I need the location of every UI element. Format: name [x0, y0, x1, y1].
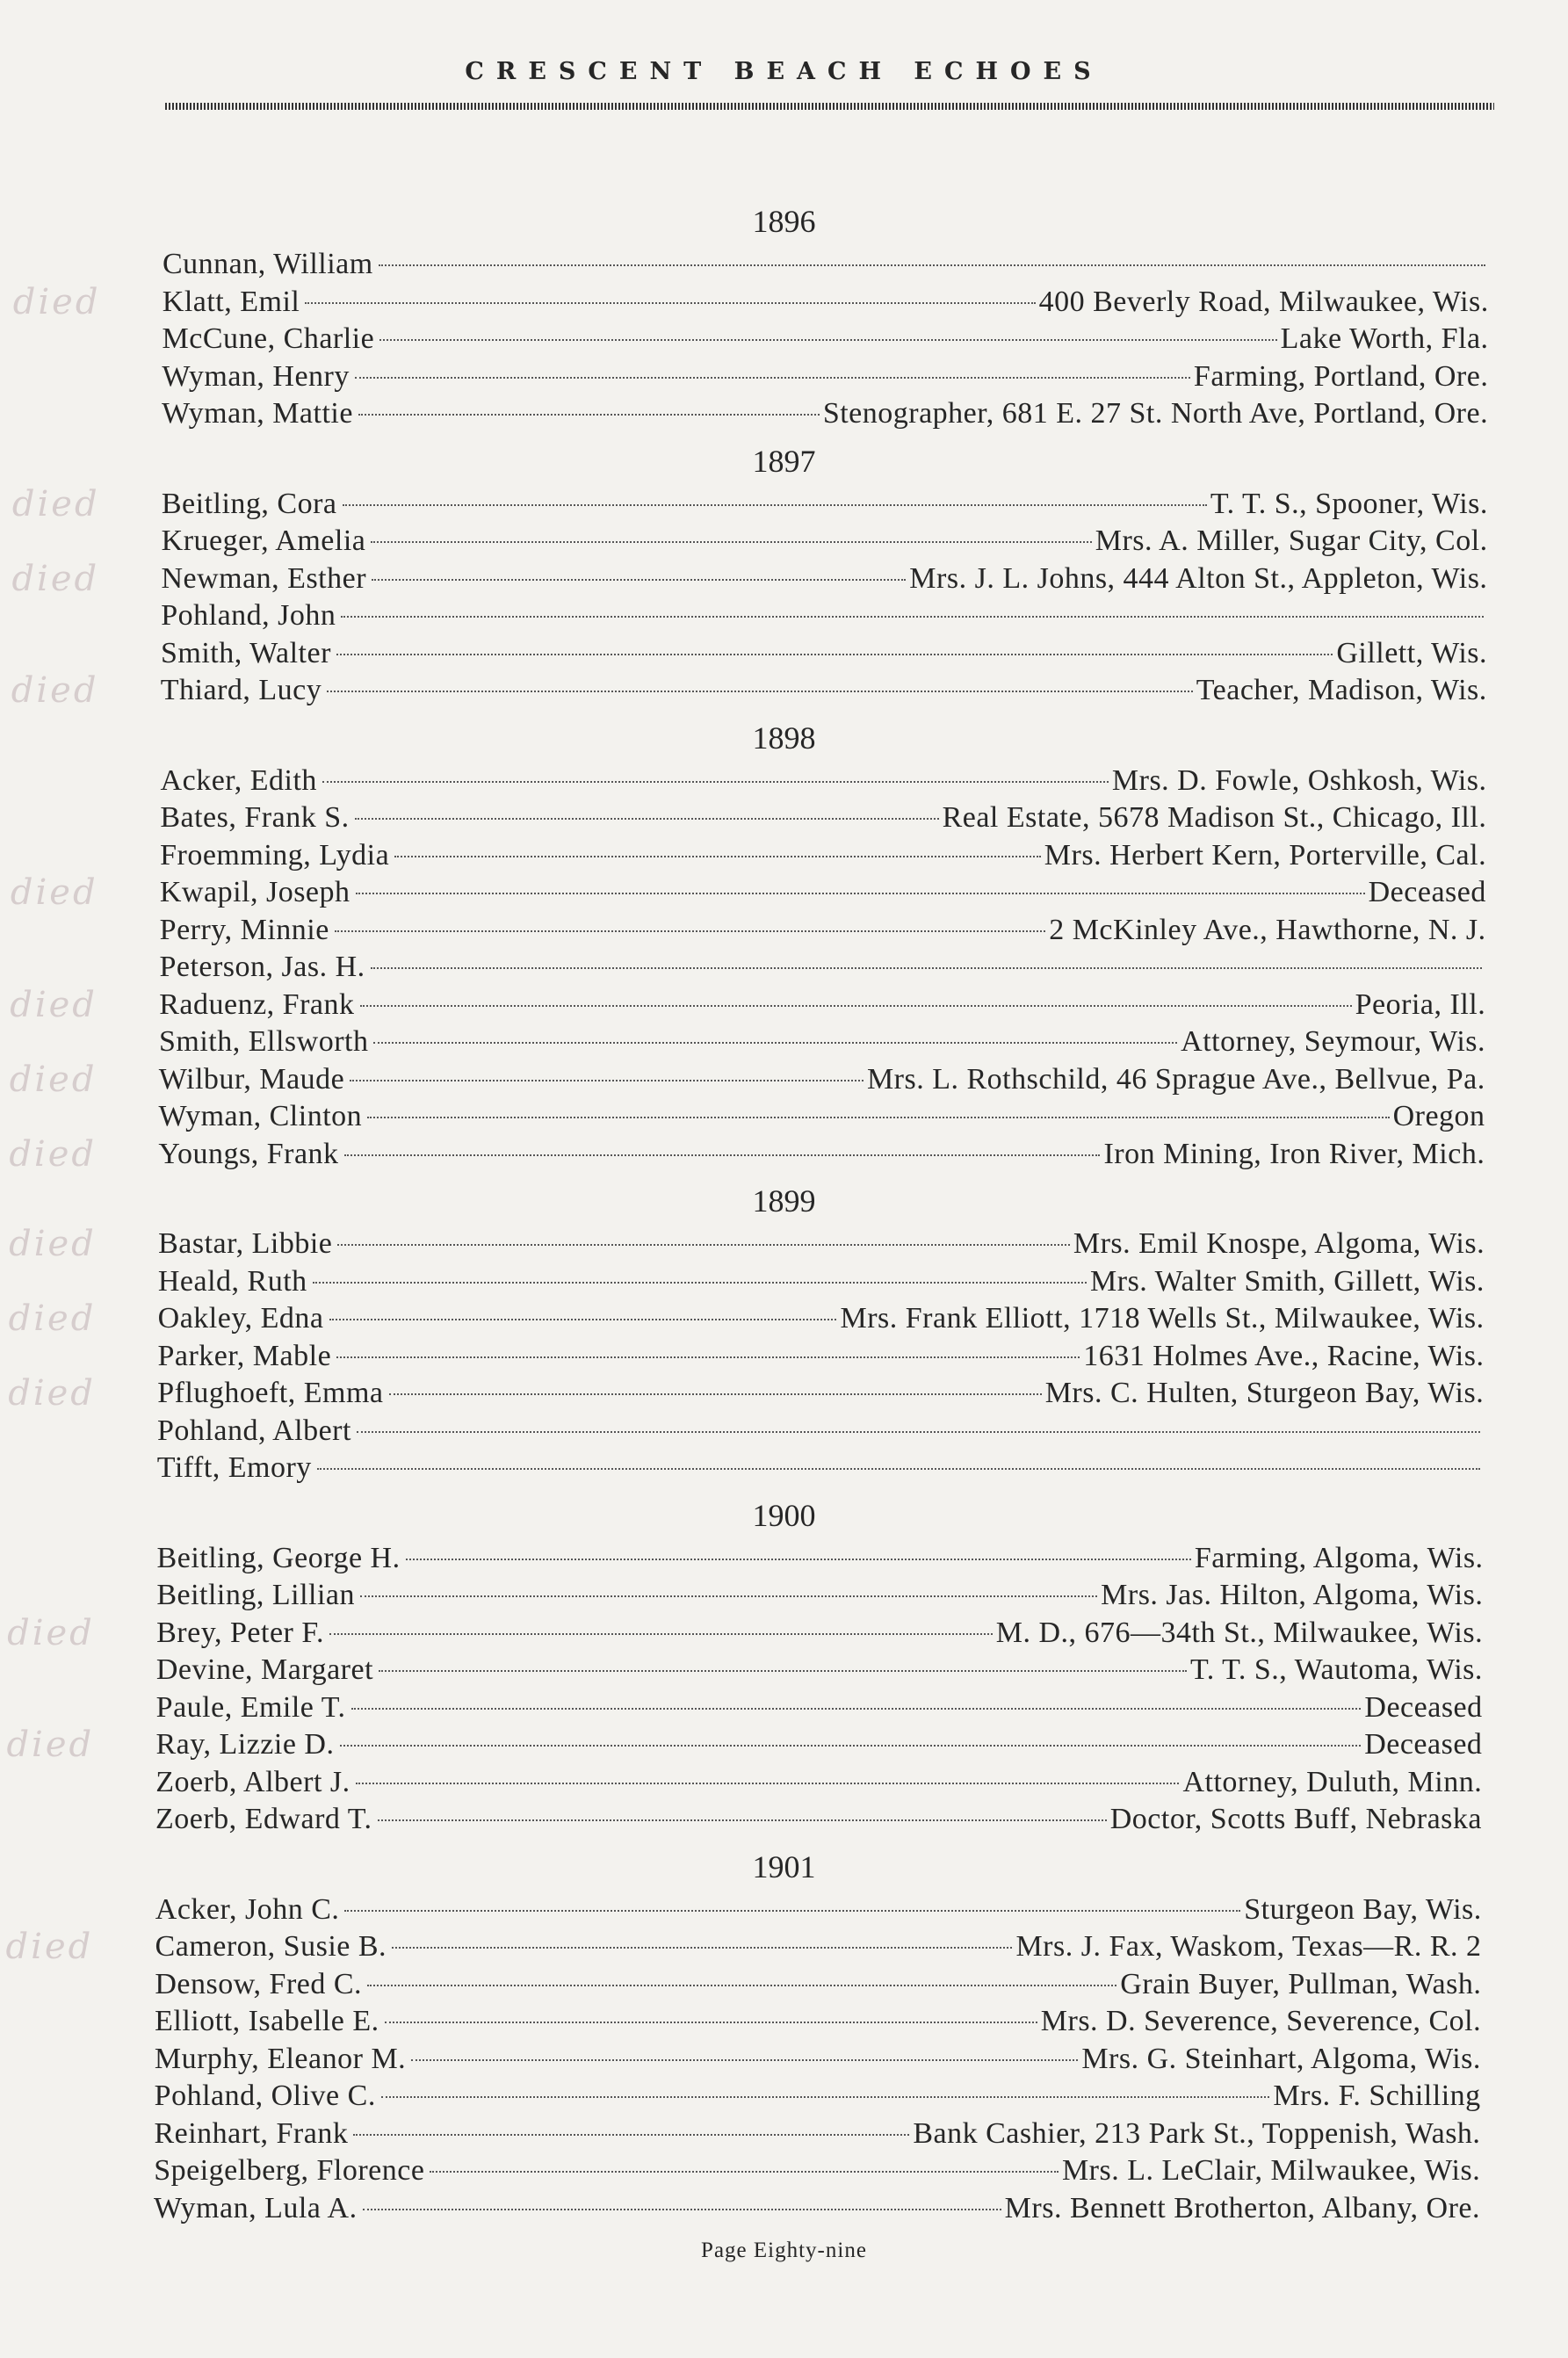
alumni-entry: [9, 1059, 1485, 1100]
alumni-name: Ray, Lizzie D.: [155, 1728, 335, 1761]
dot-leader: [371, 967, 1483, 969]
alumni-entry: [8, 1298, 1485, 1339]
page-footer: Page Eighty-nine: [701, 2239, 867, 2262]
handwritten-died-note: died: [8, 1298, 97, 1339]
alumni-info: Attorney, Seymour, Wis.: [1181, 1025, 1485, 1058]
alumni-name: Beitling, Cora: [161, 487, 337, 520]
dot-leader: [335, 930, 1045, 932]
alumni-info: Stenographer, 681 E. 27 St. North Ave, Portland, Ore.: [822, 397, 1489, 430]
handwritten-died-note: died: [8, 1373, 96, 1414]
alumni-name: Reinhart, Frank: [154, 2116, 349, 2150]
dot-leader: [381, 2096, 1270, 2098]
alumni-name: Wyman, Mattie: [162, 397, 353, 430]
section-year: 1901: [752, 1848, 816, 1884]
alumni-name: Wilbur, Maude: [158, 1062, 345, 1096]
dot-leader: [329, 1319, 837, 1320]
alumni-name: Thiard, Lucy: [160, 674, 322, 706]
alumni-entry: [155, 2003, 1481, 2041]
alumni-info: Peoria, Ill.: [1355, 987, 1486, 1021]
alumni-name: Cunnan, William: [163, 248, 373, 280]
alumni-name: Paule, Emile T.: [155, 1690, 346, 1724]
dot-leader: [327, 691, 1192, 692]
dot-leader: [385, 2022, 1037, 2023]
section-year: 1900: [752, 1497, 816, 1533]
alumni-entry: [155, 1966, 1481, 2004]
section-year: 1897: [752, 443, 816, 479]
alumni-name: Speigelberg, Florence: [154, 2154, 425, 2187]
alumni-name: Krueger, Amelia: [161, 524, 366, 557]
alumni-info: Mrs. F. Schilling: [1273, 2080, 1481, 2112]
alumni-name: Froemming, Lydia: [160, 838, 390, 872]
dot-leader: [379, 339, 1276, 341]
alumni-entry: [9, 1133, 1485, 1175]
alumni-name: Acker, Edith: [160, 763, 317, 797]
alumni-info: 1631 Holmes Ave., Racine, Wis.: [1083, 1339, 1485, 1372]
handwritten-died-note: died: [10, 872, 98, 913]
dot-leader: [378, 1819, 1107, 1821]
alumni-name: Raduenz, Frank: [159, 987, 355, 1021]
alumni-name: Pohland, John: [161, 599, 336, 632]
alumni-name: Smith, Walter: [161, 636, 331, 669]
alumni-name: Elliott, Isabelle E.: [155, 2005, 379, 2037]
dot-leader: [406, 1559, 1191, 1560]
alumni-entry: [154, 2152, 1480, 2190]
alumni-info: Grain Buyer, Pullman, Wash.: [1120, 1967, 1482, 2000]
alumni-name: Beitling, George H.: [156, 1541, 401, 1574]
dot-leader: [360, 1005, 1352, 1007]
alumni-info: T. T. S., Wautoma, Wis.: [1189, 1653, 1483, 1686]
alumni-info: M. D., 676—34th St., Milwaukee, Wis.: [995, 1616, 1484, 1649]
dot-leader: [430, 2171, 1058, 2173]
alumni-info: Mrs. Jas. Hilton, Algoma, Wis.: [1101, 1579, 1484, 1611]
alumni-entry: [155, 1891, 1482, 1929]
alumni-name: Parker, Mable: [157, 1339, 332, 1372]
alumni-entry: [163, 246, 1489, 284]
dot-leader: [358, 414, 820, 416]
alumni-entry: [157, 1338, 1484, 1376]
alumni-name: Brey, Peter F.: [156, 1616, 325, 1649]
handwritten-died-note: died: [9, 1133, 98, 1175]
alumni-entry: [160, 799, 1486, 837]
dot-leader: [379, 1670, 1187, 1672]
alumni-entry: [162, 395, 1488, 433]
dot-leader: [350, 1080, 863, 1081]
dot-leader: [367, 1117, 1389, 1118]
alumni-entry: [159, 1098, 1485, 1136]
dot-leader: [341, 616, 1484, 618]
alumni-info: Mrs. G. Steinhart, Algoma, Wis.: [1081, 2042, 1481, 2075]
page-header: CRESCENT BEACH ECHOES: [465, 58, 1103, 85]
alumni-info: 2 McKinley Ave., Hawthorne, N. J.: [1049, 913, 1486, 946]
alumni-entry: [10, 872, 1486, 913]
section-year: 1896: [752, 204, 816, 239]
alumni-name: Newman, Esther: [161, 561, 367, 595]
alumni-list: [0, 193, 1568, 2227]
alumni-entry: [8, 1373, 1485, 1414]
alumni-info: Sturgeon Bay, Wis.: [1244, 1892, 1482, 1926]
alumni-info: Lake Worth, Fla.: [1280, 322, 1489, 355]
dot-leader: [379, 264, 1485, 266]
dot-leader: [336, 654, 1333, 655]
alumni-info: Teacher, Madison, Wis.: [1196, 674, 1487, 706]
alumni-name: Densow, Fred C.: [155, 1967, 363, 2000]
alumni-info: Deceased: [1368, 876, 1486, 908]
alumni-info: Gillett, Wis.: [1336, 636, 1487, 669]
alumni-entry: [7, 1612, 1484, 1653]
handwritten-died-note: died: [10, 984, 98, 1025]
alumni-entry: [156, 1652, 1483, 1689]
dot-leader: [344, 1910, 1240, 1912]
alumni-entry: [154, 2190, 1480, 2228]
handwritten-died-note: died: [9, 1059, 98, 1100]
alumni-info: Mrs. D. Severence, Severence, Col.: [1040, 2005, 1482, 2037]
alumni-entry: [161, 763, 1487, 800]
dot-leader: [337, 1244, 1070, 1246]
alumni-entry: [155, 1764, 1482, 1802]
alumni-entry: [163, 321, 1489, 358]
dot-leader: [367, 1985, 1116, 1986]
alumni-name: Wyman, Henry: [162, 359, 350, 393]
dot-leader: [336, 1356, 1080, 1358]
dot-leader: [373, 1042, 1177, 1044]
alumni-info: Deceased: [1364, 1728, 1483, 1761]
alumni-info: Mrs. C. Hulten, Sturgeon Bay, Wis.: [1044, 1377, 1485, 1409]
dot-leader: [356, 1783, 1180, 1784]
dot-leader: [355, 818, 939, 820]
alumni-entry: [160, 912, 1486, 950]
alumni-info: Mrs. A. Miller, Sugar City, Col.: [1095, 524, 1488, 557]
alumni-entry: [158, 1263, 1485, 1301]
alumni-entry: [156, 1577, 1483, 1615]
handwritten-died-note: died: [6, 1725, 95, 1765]
dot-leader: [411, 2059, 1078, 2061]
alumni-entry: [162, 358, 1488, 396]
section-year: 1899: [752, 1183, 816, 1219]
alumni-name: Wyman, Clinton: [158, 1100, 363, 1132]
dot-leader: [343, 504, 1207, 506]
alumni-info: Deceased: [1364, 1690, 1483, 1724]
alumni-name: Pohland, Albert: [157, 1414, 351, 1447]
dot-leader: [357, 1431, 1480, 1433]
alumni-name: Zoerb, Edward T.: [155, 1803, 372, 1835]
alumni-name: Murphy, Eleanor M.: [154, 2042, 407, 2075]
alumni-entry: [157, 1413, 1484, 1450]
alumni-name: Peterson, Jas. H.: [159, 951, 365, 983]
alumni-name: Tifft, Emory: [156, 1451, 312, 1484]
dot-leader: [305, 302, 1035, 304]
alumni-entry: [12, 281, 1489, 322]
alumni-name: Wyman, Lula A.: [154, 2191, 358, 2224]
alumni-entry: [159, 1023, 1485, 1061]
alumni-name: Cameron, Susie B.: [155, 1930, 387, 1963]
alumni-name: Pohland, Olive C.: [154, 2080, 376, 2112]
alumni-entry: [11, 670, 1487, 711]
alumni-name: Perry, Minnie: [159, 913, 329, 946]
alumni-entry: [155, 2041, 1481, 2079]
dot-leader: [317, 1468, 1480, 1470]
alumni-info: Mrs. Walter Smith, Gillett, Wis.: [1090, 1264, 1485, 1298]
alumni-info: Mrs. J. Fax, Waskom, Texas—R. R. 2: [1015, 1930, 1482, 1963]
alumni-info: Mrs. L. LeClair, Milwaukee, Wis.: [1061, 2154, 1481, 2187]
dot-leader: [372, 579, 906, 581]
alumni-entry: [155, 2078, 1481, 2116]
alumni-info: Mrs. Emil Knospe, Algoma, Wis.: [1073, 1227, 1485, 1260]
handwritten-died-note: died: [11, 558, 100, 599]
dot-leader: [322, 781, 1109, 783]
handwritten-died-note: died: [11, 483, 100, 524]
alumni-name: Klatt, Emil: [162, 285, 300, 318]
alumni-entry: [9, 1224, 1485, 1264]
alumni-info: Mrs. D. Fowle, Oshkosh, Wis.: [1111, 763, 1487, 797]
dot-leader: [313, 1282, 1087, 1284]
alumni-info: Farming, Algoma, Wis.: [1194, 1541, 1484, 1574]
alumni-name: Bastar, Libbie: [158, 1227, 333, 1260]
alumni-name: Oakley, Edna: [157, 1302, 324, 1335]
alumni-info: Mrs. J. L. Johns, 444 Alton St., Appleton, Wis.: [909, 561, 1488, 595]
alumni-info: Mrs. L. Rothschild, 46 Sprague Ave., Bellvue, Pa.: [866, 1062, 1485, 1096]
dot-leader: [355, 377, 1190, 379]
alumni-name: Kwapil, Joseph: [159, 876, 350, 908]
alumni-entry: [11, 558, 1488, 599]
alumni-entry: [10, 984, 1486, 1025]
alumni-entry: [154, 2116, 1480, 2153]
alumni-name: Devine, Margaret: [155, 1653, 374, 1686]
alumni-entry: [11, 483, 1488, 524]
dot-leader: [360, 1595, 1097, 1597]
alumni-info: Mrs. Bennett Brotherton, Albany, Ore.: [1004, 2191, 1480, 2224]
alumni-name: Heald, Ruth: [157, 1264, 307, 1298]
dot-leader: [351, 1708, 1362, 1710]
alumni-name: McCune, Charlie: [162, 322, 375, 355]
handwritten-died-note: died: [9, 1224, 97, 1264]
alumni-info: Iron Mining, Iron River, Mich.: [1103, 1137, 1485, 1170]
alumni-info: Attorney, Duluth, Minn.: [1182, 1765, 1483, 1798]
dot-leader: [340, 1745, 1362, 1747]
dot-leader: [356, 893, 1365, 894]
alumni-entry: [162, 523, 1488, 561]
dot-leader: [392, 1947, 1012, 1949]
handwritten-died-note: died: [11, 670, 99, 711]
alumni-info: T. T. S., Spooner, Wis.: [1210, 487, 1488, 520]
dot-leader: [394, 856, 1041, 857]
alumni-entry: [5, 1927, 1482, 1967]
alumni-entry: [159, 949, 1485, 987]
alumni-info: 400 Beverly Road, Milwaukee, Wis.: [1038, 285, 1489, 318]
dot-leader: [389, 1393, 1042, 1395]
alumni-info: Mrs. Frank Elliott, 1718 Wells St., Milwaukee, Wis.: [840, 1302, 1485, 1335]
alumni-info: Mrs. Herbert Kern, Porterville, Cal.: [1044, 838, 1487, 872]
alumni-entry: [6, 1725, 1483, 1765]
alumni-info: Doctor, Scotts Buff, Nebraska: [1109, 1803, 1482, 1835]
section-year: 1898: [752, 720, 816, 756]
alumni-entry: [155, 1801, 1482, 1839]
alumni-entry: [156, 1689, 1483, 1727]
alumni-info: Farming, Portland, Ore.: [1193, 359, 1489, 393]
dot-leader: [353, 2134, 909, 2136]
alumni-entry: [157, 1540, 1484, 1578]
alumni-name: Smith, Ellsworth: [159, 1025, 369, 1058]
dot-leader: [363, 2209, 1001, 2210]
alumni-entry: [157, 1450, 1484, 1487]
dot-leader: [371, 541, 1091, 543]
alumni-name: Beitling, Lillian: [156, 1579, 356, 1611]
alumni-name: Zoerb, Albert J.: [155, 1765, 350, 1798]
alumni-info: Bank Cashier, 213 Park St., Toppenish, Wash.: [913, 2116, 1481, 2150]
header-rule: [165, 103, 1494, 110]
alumni-info: Real Estate, 5678 Madison St., Chicago, Ill.: [942, 801, 1487, 834]
alumni-entry: [161, 635, 1487, 673]
handwritten-died-note: died: [12, 281, 101, 322]
alumni-entry: [161, 597, 1487, 635]
handwritten-died-note: died: [7, 1612, 95, 1653]
alumni-name: Pflughoeft, Emma: [157, 1377, 384, 1409]
alumni-name: Acker, John C.: [155, 1892, 340, 1926]
alumni-entry: [160, 837, 1486, 875]
dot-leader: [329, 1633, 993, 1635]
alumni-name: Bates, Frank S.: [160, 801, 350, 834]
alumni-name: Youngs, Frank: [158, 1137, 339, 1170]
handwritten-died-note: died: [5, 1927, 94, 1967]
dot-leader: [344, 1154, 1101, 1156]
alumni-info: Oregon: [1392, 1100, 1485, 1132]
